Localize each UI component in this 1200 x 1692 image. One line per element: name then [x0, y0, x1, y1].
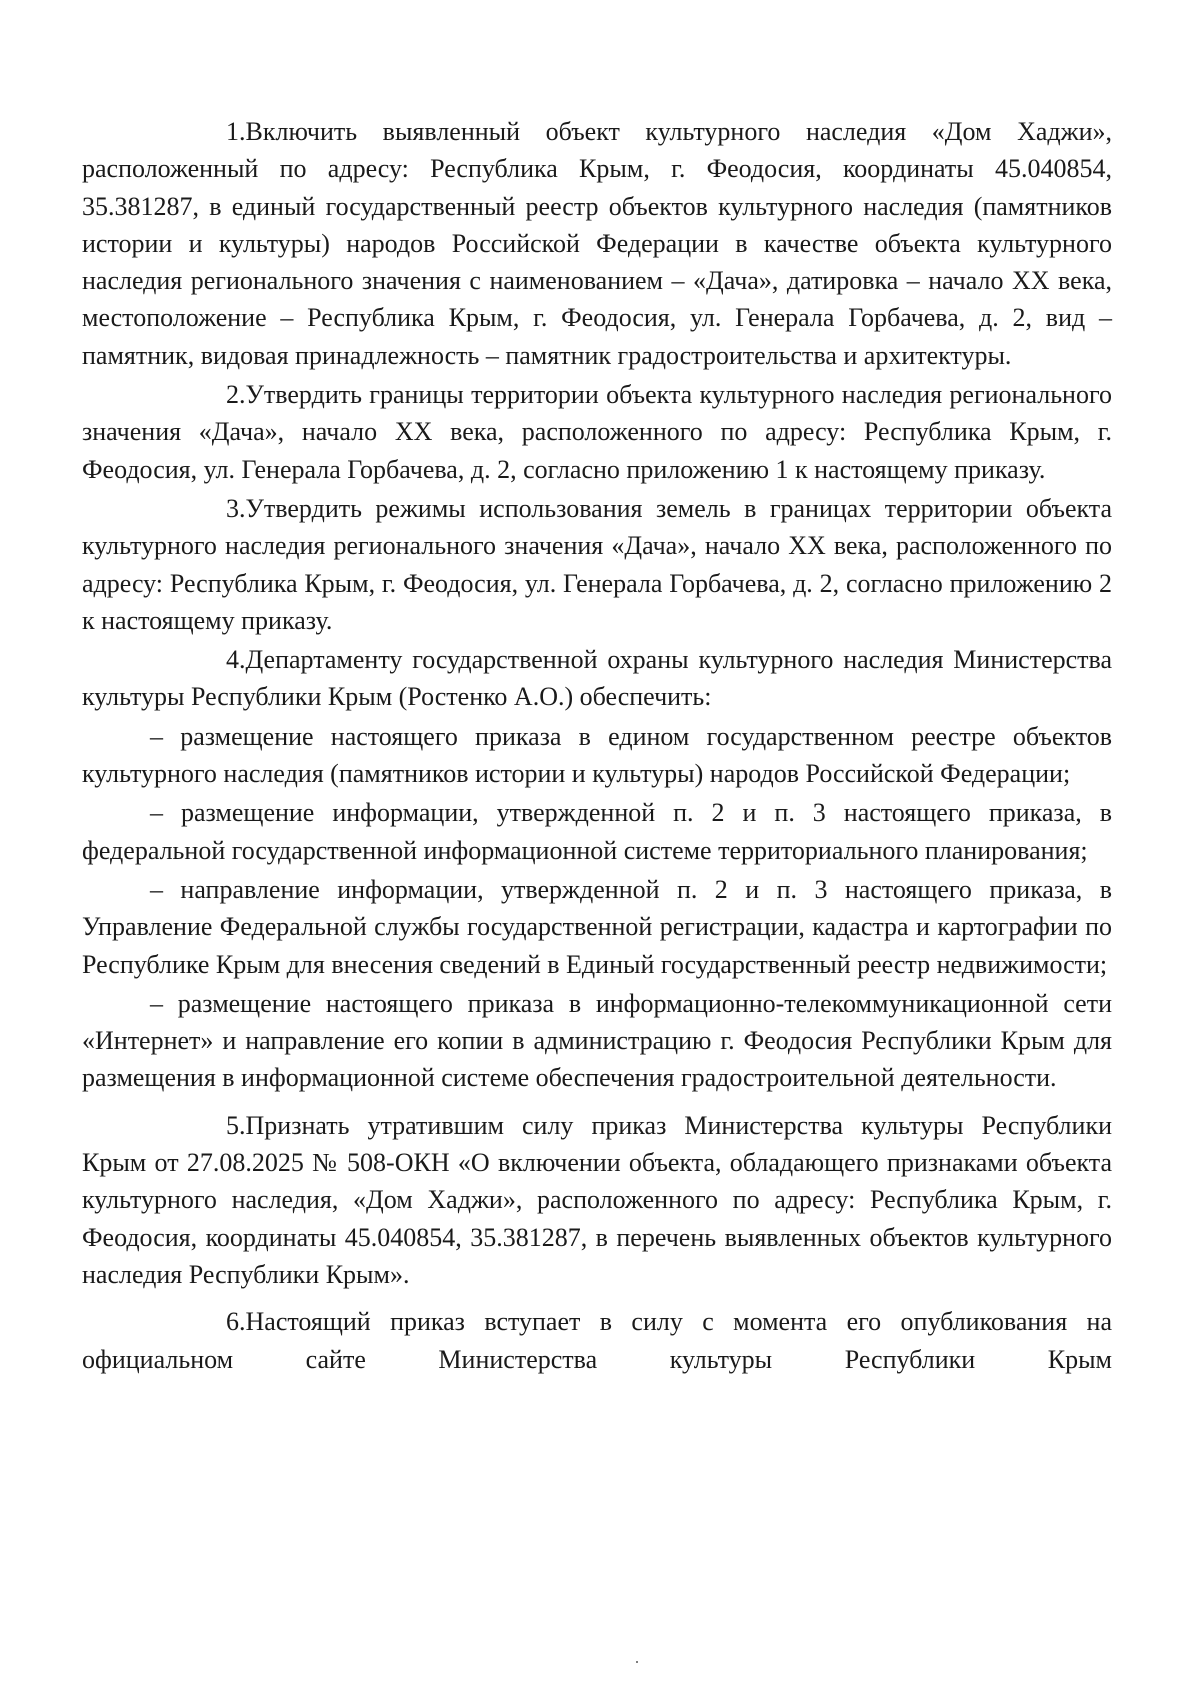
paragraph-item-6 — [82, 1303, 1112, 1378]
document-body — [82, 113, 1112, 1378]
item-number: 1. — [226, 117, 246, 146]
item-text: Департаменту государственной охраны культурного наследия Министерства культуры Республики Крым (Ростенко А.О.) обеспечить: — [82, 645, 1112, 712]
paragraph-item-3 — [82, 490, 1112, 639]
item-number: 6. — [226, 1307, 246, 1337]
item-number: 2. — [226, 380, 246, 410]
sub-item-2: – размещение информации, утвержденной п. 2 и п. 3 настоящего приказа, в федеральной государственной информационной системе территориального планирования; — [82, 798, 1112, 865]
sub-item-3: – направление информации, утвержденной п. 2 и п. 3 настоящего приказа, в Управление Федеральной службы государственной регистрации, кадастра и картографии по Республике Крым для внесения сведений в Единый государственный реестр недвижимости; — [82, 874, 1112, 979]
item-text: Утвердить границы территории объекта культурного наследия регионального значения «Дача», начало XX века, расположенного по адресу: Республика Крым, г. Феодосия, ул. Генерала Горбачева, д. 2, согласно приложению 1 к настоящему приказу. — [82, 380, 1112, 484]
sub-item-4: – размещение настоящего приказа в информационно-телекоммуникационной сети «Интернет» и направление его копии в администрацию г. Феодосия Республики Крым для размещения в информационной системе обеспечения градостроительной деятельности. — [82, 988, 1112, 1093]
item-number: 3. — [226, 493, 246, 523]
item-text: Признать утратившим силу приказ Министерства культуры Республики Крым от 27.08.2025 № 508-ОКН «О включении объекта, обладающего признаками объекта культурного наследия, «Дом Хаджи», расположенного по адресу: Республика Крым, г. Феодосия, координаты 45.040854, 35.381287, в перечень выявленных объектов культурного наследия Республики Крым». — [82, 1110, 1112, 1289]
item-number: 4. — [226, 645, 246, 675]
paragraph-item-1 — [82, 113, 1112, 374]
item-text: Настоящий приказ вступает в силу с момента его опубликования на официальном сайте Министерства культуры Республики Крым — [82, 1307, 1112, 1374]
sub-item-1: – размещение настоящего приказа в едином государственном реестре объектов культурного наследия (памятников истории и культуры) народов Российской Федерации; — [82, 721, 1112, 789]
item-text: Включить выявленный объект культурного наследия «Дом Хаджи», расположенный по адресу: Республика Крым, г. Феодосия, координаты 45.040854, 35.381287, в единый государственный реестр объектов культурного наследия (памятников истории и культуры) народов Российской Федерации в качестве объекта культурного наследия регионального значения с наименованием – «Дача», датировка – начало XX века, местоположение – Республика Крым, г. Феодосия, ул. Генерала Горбачева, д. 2, вид – памятник, видовая принадлежность – памятник градостроительства и архитектуры. — [82, 117, 1112, 370]
paragraph-item-5 — [82, 1107, 1112, 1293]
paragraph-item-4 — [82, 641, 1112, 716]
item-text: Утвердить режимы использования земель в границах территории объекта культурного наследия регионального значения «Дача», начало XX века, расположенного по адресу: Республика Крым, г. Феодосия, ул. Генерала Горбачева, д. 2, согласно приложению 2 к настоящему приказу. — [82, 493, 1112, 635]
scan-speck — [636, 1661, 638, 1663]
paragraph-item-2 — [82, 376, 1112, 488]
item-number: 5. — [226, 1110, 246, 1140]
